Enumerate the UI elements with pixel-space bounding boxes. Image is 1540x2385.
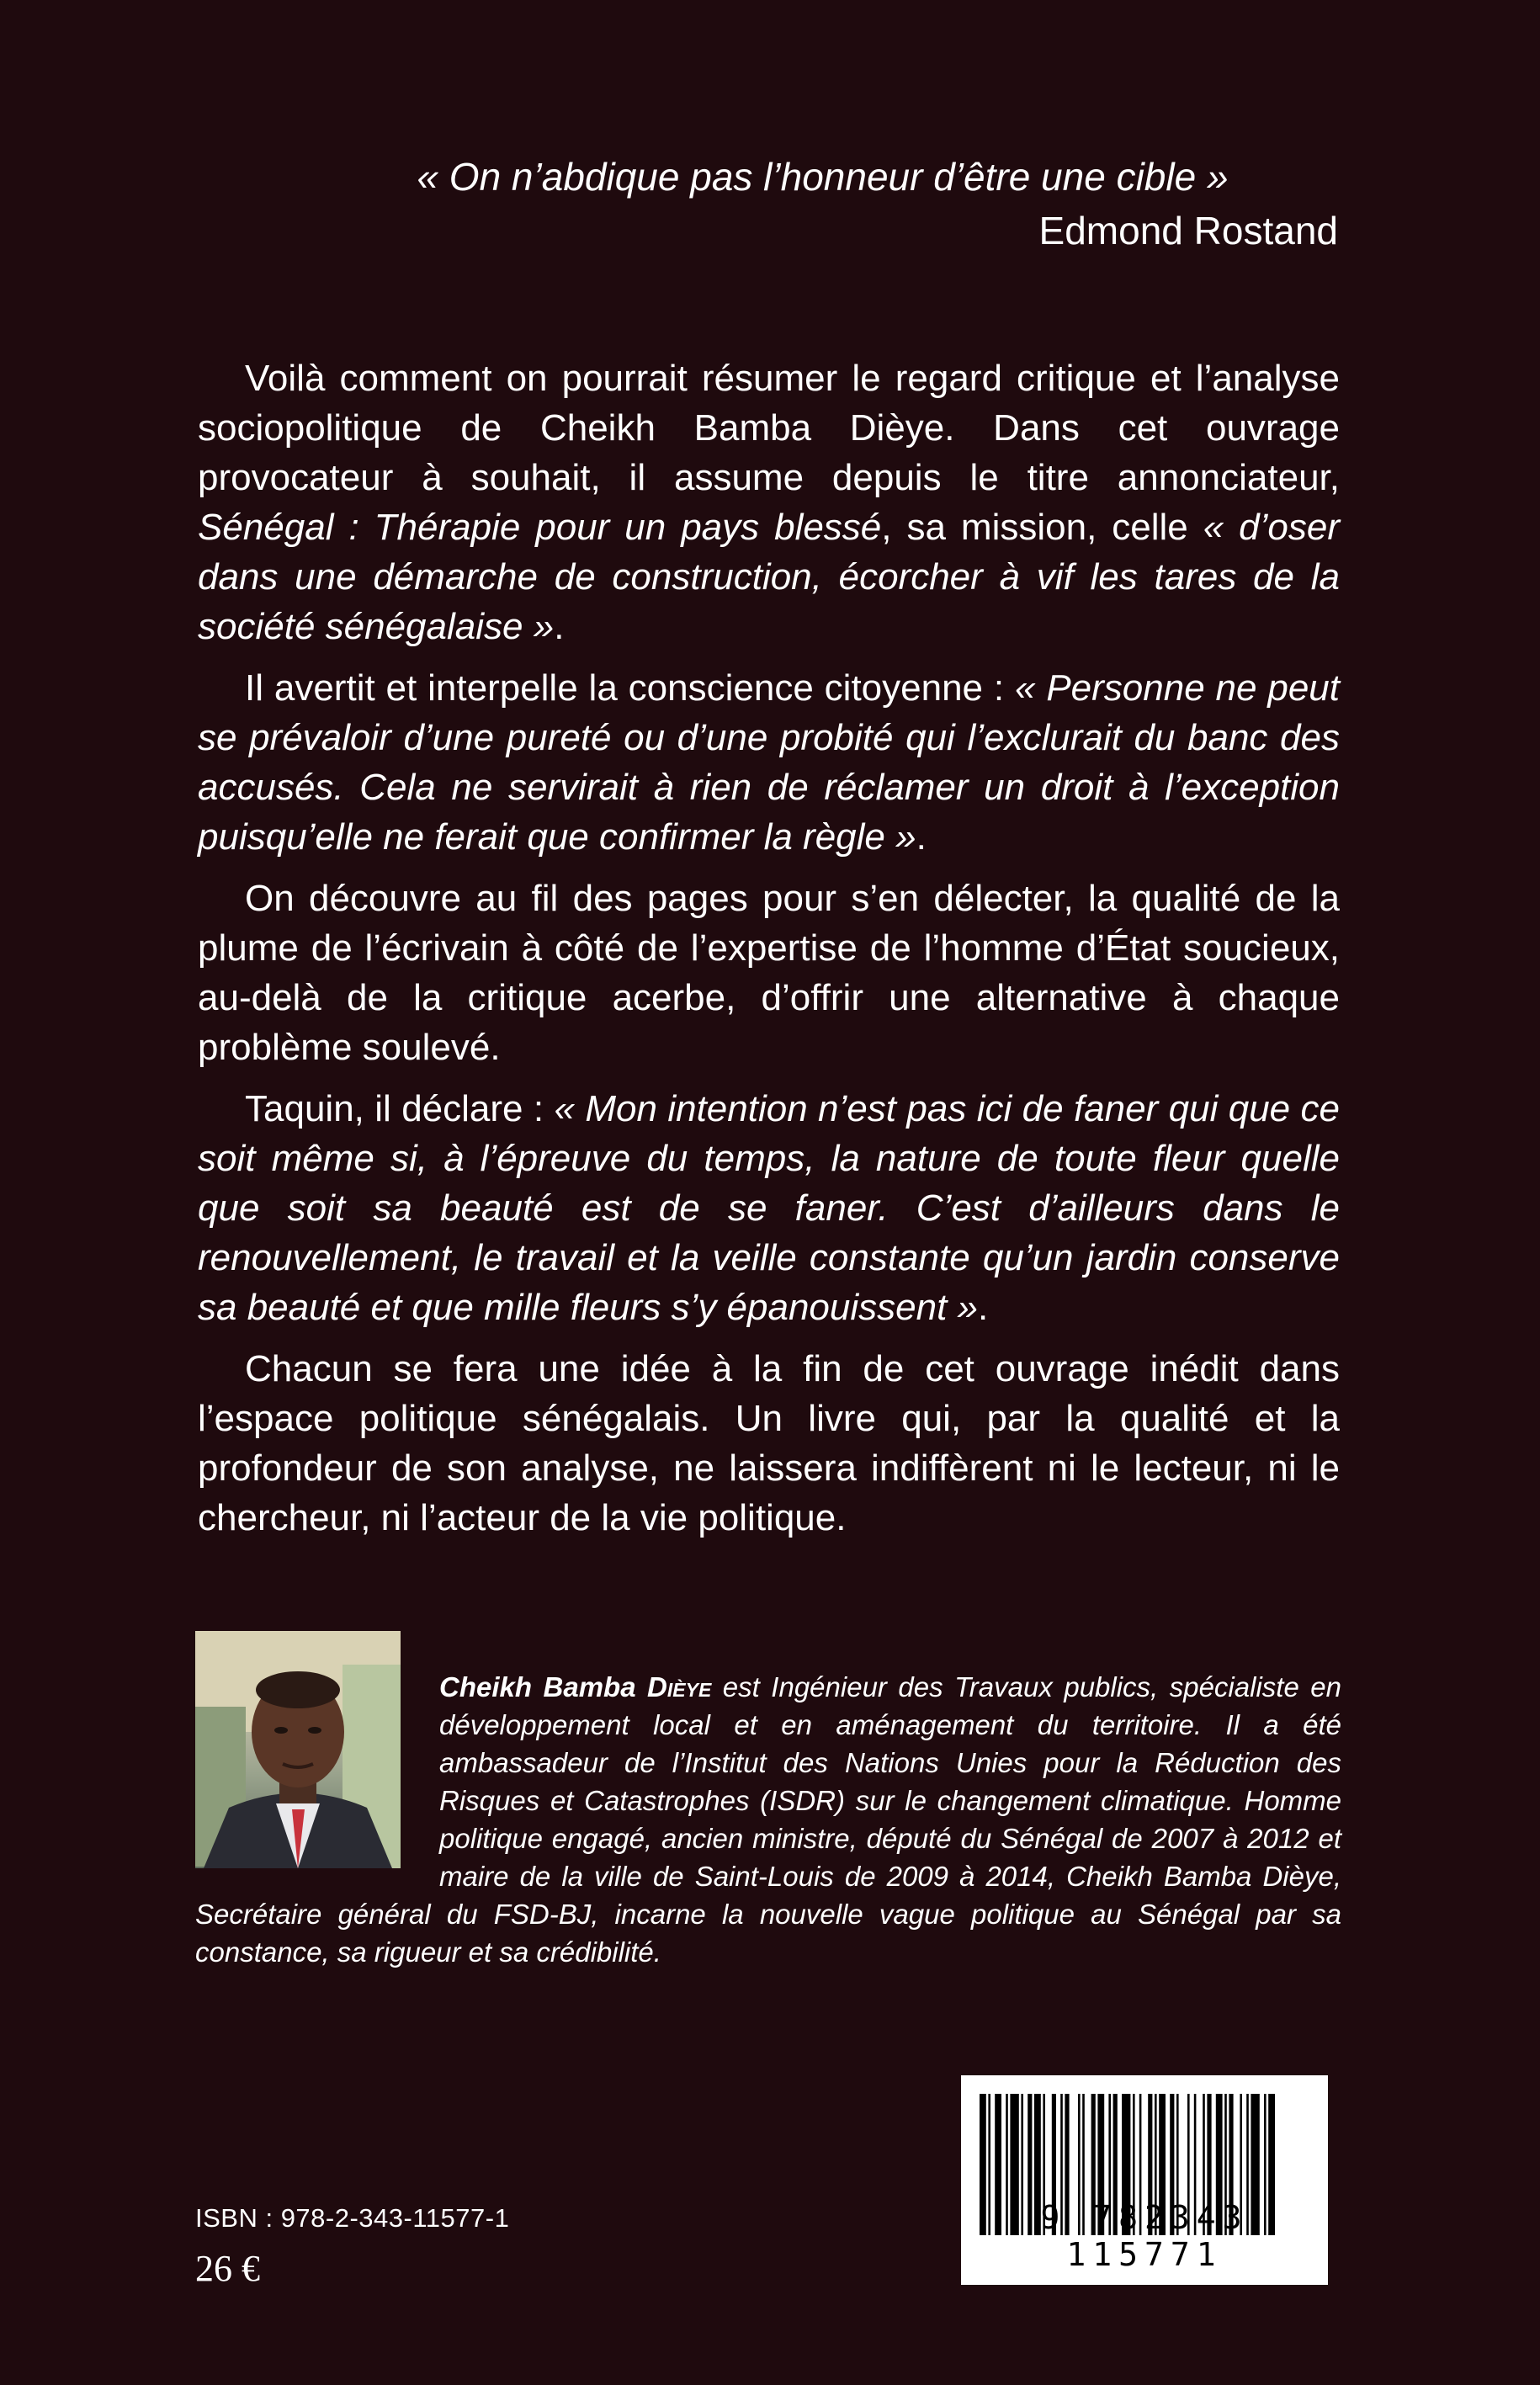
blurb-text: Il avertit et interpelle la conscience citoyenne : [245,667,1015,709]
barcode-digits: 9 782343 115771 [1040,2199,1249,2273]
author-first-name: Cheikh Bamba [439,1671,648,1702]
book-title-italic: Sénégal : Thérapie pour un pays blessé [198,507,882,548]
isbn: ISBN : 978-2-343-11577-1 [195,2203,510,2233]
blurb-paragraph-1 [198,353,1340,651]
epigraph-author: Edmond Rostand [1038,209,1338,252]
blurb-quote-italic: « d’oser dans une démarche de construction, écorcher à vif les tares de la société sénégalaise » [198,507,1340,647]
author-surname: Dièye [647,1671,712,1702]
blurb-paragraph-5: Chacun se fera une idée à la fin de cet ouvrage inédit dans l’espace politique sénégalais. Un livre qui, par la qualité et la profondeur de son analyse, ne laissera indiffèrent ni le lecteur, ni le chercheur, ni l’acteur de la vie politique. [198,1348,1340,1538]
author-bio-text: est Ingénieur des Travaux publics, spécialiste en développement local et en aménagement du territoire. Il a été ambassadeur de l’Institut des Nations Unies pour la Réduction des Risques et Catastrophes (ISDR) sur le changement climatique. Homme politique engagé, ancien ministre, député du Sénégal de 2007 à 2012 et maire de la ville de Saint-Louis de 2009 à 2014, Cheikh Bamba Dièye, Secrétaire général du FSD-BJ, incarne la nouvelle vague politique au Sénégal par sa constance, sa rigueur et sa crédibilité. [195,1671,1341,1968]
price: 26 € [195,2248,260,2289]
barcode [961,2075,1328,2285]
blurb-text: . [916,816,927,858]
blurb-text: . [978,1287,989,1328]
blurb-quote-italic: « Personne ne peut se prévaloir d’une pureté ou d’une probité qui l’exclurait du banc des accusés. Cela ne servirait à rien de réclamer un droit à l’exception puisqu’elle ne ferait que confirmer la règle » [198,667,1340,858]
blurb-text: , sa mission, celle [881,507,1203,548]
blurb-paragraph-3: On découvre au fil des pages pour s’en délecter, la qualité de la plume de l’écrivain à côté de l’expertise de l’homme d’État soucieux, au-delà de la critique acerbe, d’offrir une alternative à chaque problème soulevé. [198,878,1340,1068]
blurb-text: . [554,606,565,647]
back-cover-blurb [198,353,1340,1554]
blurb-quote-italic: « Mon intention n’est pas ici de faner qui que ce soit même si, à l’épreuve du temps, la nature de toute fleur quelle que soit sa beauté est de se faner. C’est d’ailleurs dans le renouvellement, le travail et la veille constante qu’un jardin conserve sa beauté et que mille fleurs s’y épanouissent » [198,1088,1340,1328]
blurb-paragraph-2 [198,663,1340,862]
blurb-text: Taquin, il déclare : [245,1088,555,1129]
blurb-text: Voilà comment on pourrait résumer le regard critique et l’analyse sociopolitique de Cheikh Bamba Dièye. Dans cet ouvrage provocateur à souhait, il assume depuis le titre annonciateur, [198,358,1340,498]
epigraph [198,150,1338,258]
epigraph-quote: « On n’abdique pas l’honneur d’être une cible » [417,155,1229,199]
blurb-paragraph-4 [198,1084,1340,1332]
author-bio [195,1668,1341,1971]
photo-spacer [195,1668,439,1894]
